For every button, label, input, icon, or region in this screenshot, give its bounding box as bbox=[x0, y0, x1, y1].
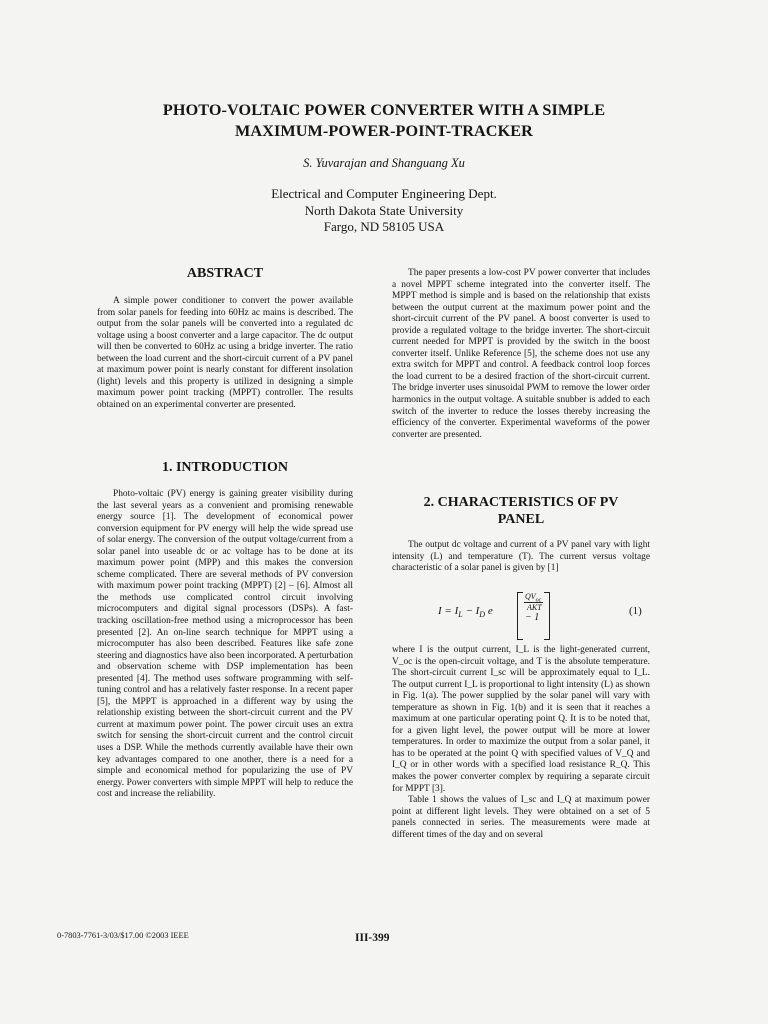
equation-number: (1) bbox=[629, 605, 642, 617]
section2-text-2: where I is the output current, I_L is the light-generated current, V_oc is the open-circuit voltage, and T is the absolute temperature. The short-circuit current I_sc will be approximately equal to I_L. The output current I_L is proportional to light intensity (L) as shown in Fig. 1(a). The power supplied by the solar panel will vary with temperature as shown in Fig. 1(b) and it is seen that it reaches a maximum at one particular operating point Q. It is to be noted that, for a given light level, the power output will be more at lower temperatures. In order to maximize the output from a solar panel, it has to be operated at the point Q with specified values of V_Q and I_Q or in other words with a specified load resistance R_Q. This makes the power converter complex by requiring a separate circuit for MPPT [3]. bbox=[392, 645, 650, 794]
equation-exp-denominator: AKT bbox=[527, 603, 542, 612]
equation-1 bbox=[392, 592, 650, 644]
right-intro-text: The paper presents a low-cost PV power converter that includes a novel MPPT scheme integrated into the converter itself. The MPPT method is simple and is based on the relationship that exists between the output current at the maximum power point and the short-circuit current of the PV panel. A boost converter is used to provide a regulated voltage to the bridge inverter. The short-circuit current needed for MPPT is provided by the switch in the boost converter itself. Unlike Reference [5], the scheme does not use any extra switch for MPPT and control. A feedback control loop forces the load current to be a desired fraction of the short-circuit current. The bridge inverter uses sinusoidal PWM to remove the lower order harmonics in the output voltage. A suitable snubber is added to each switch of the inverter to reduce the losses thereby increasing the efficiency of the converter. Experimental waveforms of the power converter are presented. bbox=[392, 268, 650, 440]
equation-tail: − 1 bbox=[525, 612, 540, 623]
equation-right-bracket bbox=[544, 592, 550, 640]
section2-heading-line-1: 2. CHARACTERISTICS OF PV bbox=[423, 495, 619, 510]
copyright-footer: 0-7803-7761-3/03/$17.00 ©2003 IEEE bbox=[57, 931, 189, 940]
intro-heading: 1. INTRODUCTION bbox=[161, 460, 288, 475]
section2-heading-line-2: PANEL bbox=[497, 512, 545, 527]
authors: S. Yuvarajan and Shanguang Xu bbox=[303, 156, 465, 170]
page-number: III-399 bbox=[355, 932, 390, 944]
intro-body bbox=[97, 489, 353, 801]
abstract-text: A simple power conditioner to convert the power available from solar panels for feeding into 60Hz ac mains is described. The output from the solar panels will be converted into a regulated dc voltage using a boost converter and a large capacitor. The dc output will then be converted to 60Hz ac using a bridge inverter. The ratio between the load current and the short-circuit current of a PV panel at maximum power point is nearly constant for different insolation (light) levels and this property is utilized in designing a simple maximum power point tracking (MPPT) controller. The results obtained on an experimental converter are presented. bbox=[97, 296, 353, 410]
title-line-2: MAXIMUM-POWER-POINT-TRACKER bbox=[235, 122, 533, 140]
title-line-1: PHOTO-VOLTAIC POWER CONVERTER WITH A SIMPLE bbox=[162, 101, 606, 119]
intro-text: Photo-voltaic (PV) energy is gaining greater visibility during the last several years as a convenient and promising renewable energy source [1]. The development of economical power conversion equipment for PV energy will help the wide spread use of solar energy. The conversion of the output voltage/current from a solar panel into useable dc or ac voltage has to be done at its maximum power point (MPP) and this makes the conversion scheme complicated. There are several methods of PV conversion with maximum power point tracking (MPPT) [2] – [6]. Almost all the methods use complicated control circuit involving microcomputers and digital signal processors (DSPs). A fast-tracking oscillation-free method using a microprocessor has been presented [2]. An on-line search technique for MPPT using a microcomputer has also been described. Features like safe zone steering and diagnostics have also been incorporated. A perturbation and observation scheme with DSP implementation has been presented [4]. The method uses software programming with self-tuning control and has a relatively faster response. In a recent paper [5], the MPPT is approached in a different way by using the relationship existing between the short-circuit current and the PV current at maximum power point. The power circuit uses an extra switch for sensing the short-circuit current and the control circuit uses a DSP. While the methods currently available have their own key advantages compared to one another, there is a need for a simple and economical method for popularizing the use of PV energy. Power converters with simple MPPT will help to reduce the cost and increase the reliability. bbox=[97, 489, 353, 800]
affiliation bbox=[60, 186, 708, 236]
section2-heading bbox=[392, 494, 650, 528]
equation-exp-numerator: $QV_{oc}$ bbox=[525, 592, 542, 604]
section2-text-3: Table 1 shows the values of I_sc and I_Q at maximum power point at different light levels. They were obtained on a set of 5 panels connected in series. The measurements were made at different times of the day and on several bbox=[392, 795, 650, 840]
equation-lhs: $I = I_L - I_D$ e bbox=[438, 605, 493, 620]
affiliation-university: North Dakota State University bbox=[304, 202, 464, 218]
affiliation-city: Fargo, ND 58105 USA bbox=[323, 219, 445, 234]
abstract-heading: ABSTRACT bbox=[186, 266, 264, 281]
abstract-body bbox=[97, 296, 353, 411]
paper-title bbox=[60, 100, 708, 142]
equation-left-bracket bbox=[517, 592, 523, 640]
right-intro-body bbox=[392, 268, 650, 441]
affiliation-dept: Electrical and Computer Engineering Dept. bbox=[271, 186, 497, 201]
section2-intro bbox=[392, 540, 650, 575]
section2-body bbox=[392, 645, 650, 841]
section2-text-1: The output dc voltage and current of a PV panel vary with light intensity (L) and temperature (T). The current versus voltage characteristic of a solar panel is given by [1] bbox=[392, 540, 650, 574]
